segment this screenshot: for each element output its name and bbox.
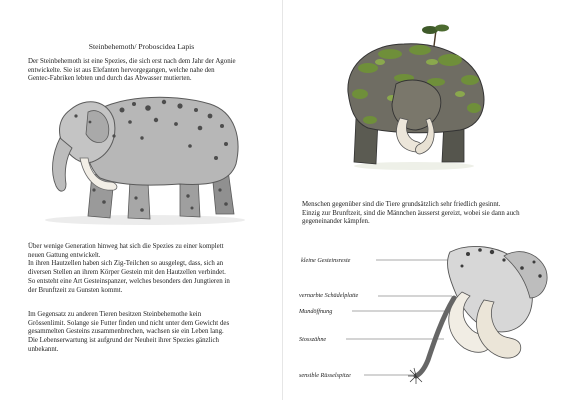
gray-behemoth-illustration: [30, 86, 260, 226]
label-mouth: Mundöffnung: [299, 308, 333, 315]
growth-line: gesammelten Gesteins zusammenbrechen, wachsen sie ein Leben lang.: [28, 328, 224, 336]
growth-line: Die Lebenserwartung ist aufgrund der Neuheit ihrer Spezies gänzlich: [28, 337, 219, 345]
label-stones: kleine Gesteinsreste: [301, 257, 351, 264]
evolution-line: neuen Gattung entwickelt.: [28, 251, 101, 259]
page-title: Steinbehemoth/ Proboscidea Lapis: [88, 42, 195, 51]
behaviour-line: gegeneinander kämpfen.: [302, 218, 370, 226]
evolution-line: So entsteht eine Art Gesteinspanzer, welches besonders den Jungtieren in: [28, 277, 230, 285]
evolution-line: der Brunftzeit zu Gunsten kommt.: [28, 286, 123, 294]
intro-line: entwickelte. Sie ist aus Elefanten hervorgegangen, welche nahe den: [28, 66, 215, 74]
intro-line: Gentec-Fabriken lebten und durch das Abwasser mutierten.: [28, 75, 192, 83]
intro-line: Der Steinbehemoth ist eine Spezies, die sich erst nach dem Jahr der Agonie: [28, 58, 236, 65]
behaviour-line: Einzig zur Brunftzeit, sind die Männchen äusserst gereizt, wobei sie dann auch: [302, 209, 520, 217]
growth-line: Grössenlimit. Solange sie Futter finden und nicht unter dem Gewicht des: [28, 319, 230, 327]
growth-line: unbekannt.: [28, 345, 59, 353]
evolution-line: Über wenige Generation hinweg hat sich die Spezies zu einer komplett: [28, 243, 224, 250]
behaviour-line: Menschen gegenüber sind die Tiere grundsätzlich sehr friedlich gesinnt.: [302, 201, 501, 208]
label-tusks: Stosszähne: [299, 336, 327, 343]
growth-paragraph: [28, 311, 274, 355]
evolution-paragraph: [28, 243, 274, 295]
label-skull-plate: vernarbte Schädelplatte: [299, 292, 359, 299]
behaviour-paragraph: [302, 201, 554, 227]
evolution-line: In ihren Hautzellen haben sich Zig-Teilchen so ausgelegt, dass, sich an: [28, 260, 224, 268]
evolution-line: diversen Stellen an ihrem Körper Gestein mit den Hautzellen verbindet.: [28, 269, 226, 277]
label-trunk-tip: sensible Rüsselspitze: [299, 372, 351, 379]
mossy-behemoth-illustration: [334, 22, 494, 172]
growth-line: Im Gegensatz zu anderen Tieren besitzen Steinbehemothe kein: [28, 311, 202, 318]
intro-paragraph: [28, 58, 274, 84]
